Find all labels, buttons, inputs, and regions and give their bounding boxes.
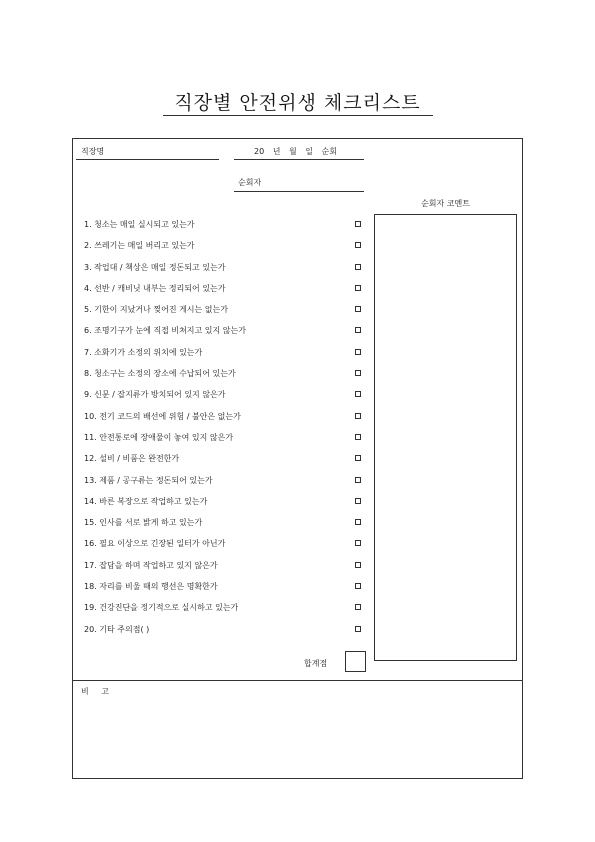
workplace-label: 직장명 (81, 147, 105, 156)
checklist-item-label: 10. 전기 코드의 배선에 위험 / 불안은 없는가 (84, 411, 241, 421)
checklist-item-checkbox[interactable] (355, 477, 361, 483)
checklist-item-checkbox[interactable] (355, 242, 361, 248)
checklist-item-label: 9. 신문 / 잡지류가 방치되어 있지 않은가 (84, 390, 226, 400)
page-title: 직장별 안전위생 체크리스트 (174, 92, 421, 114)
checklist-item (84, 495, 369, 516)
checklist-item-label: 20. 기타 주의점( ) (84, 624, 150, 634)
checklist-item (84, 537, 369, 558)
checklist-item (84, 303, 369, 324)
checklist-item-checkbox[interactable] (355, 349, 361, 355)
checklist-item-checkbox[interactable] (355, 562, 361, 568)
checklist-item-checkbox[interactable] (355, 455, 361, 461)
checklist-item (84, 516, 369, 537)
checklist-item-label: 11. 안전통로에 장애물이 놓여 있지 않은가 (84, 432, 234, 442)
checklist-item-label: 13. 제품 / 공구류는 정돈되어 있는가 (84, 475, 213, 485)
checklist-item-checkbox[interactable] (355, 370, 361, 376)
checklist-item-label: 3. 작업대 / 책상은 매일 정돈되고 있는가 (84, 262, 226, 272)
checklist-item (84, 346, 369, 367)
checklist-item (84, 367, 369, 388)
checklist-item (84, 601, 369, 622)
checklist-item-label: 12. 설비 / 비품은 완전한가 (84, 454, 180, 464)
checklist-item-label: 14. 바른 복장으로 작업하고 있는가 (84, 496, 208, 506)
checklist-item-checkbox[interactable] (355, 306, 361, 312)
checklist-item-checkbox[interactable] (355, 626, 361, 632)
checklist-item (84, 623, 369, 644)
checklist-item (84, 388, 369, 409)
checklist-item (84, 431, 369, 452)
checklist-item-checkbox[interactable] (355, 604, 361, 610)
checklist-item-checkbox[interactable] (355, 583, 361, 589)
checklist-item-checkbox[interactable] (355, 221, 361, 227)
checklist-item-label: 8. 청소구는 소정의 장소에 수납되어 있는가 (84, 369, 236, 379)
checklist-item (84, 452, 369, 473)
checklist-item-checkbox[interactable] (355, 264, 361, 270)
checklist-item-label: 17. 잡담을 하며 작업하고 있지 않은가 (84, 560, 218, 570)
checklist-item-label: 15. 인사를 서로 밝게 하고 있는가 (84, 518, 203, 528)
checklist-item (84, 324, 369, 345)
total-score-box[interactable] (345, 651, 366, 672)
checklist-item (84, 559, 369, 580)
checklist-item-label: 6. 조명기구가 눈에 직접 비쳐지고 있지 않는가 (84, 326, 246, 336)
checklist-item-label: 18. 자리를 비울 때의 행선은 명확한가 (84, 582, 218, 592)
checklist-item-label: 16. 필요 이상으로 긴장된 일터가 아닌가 (84, 539, 226, 549)
total-score-label: 합계점 (304, 659, 328, 668)
checklist-item (84, 580, 369, 601)
checklist-item-checkbox[interactable] (355, 540, 361, 546)
inspector-comment-box[interactable] (374, 214, 517, 661)
workplace-name-field[interactable] (76, 159, 219, 160)
checklist-item-checkbox[interactable] (355, 391, 361, 397)
checklist-item-label: 5. 기한이 지났거나 찢어진 게시는 없는가 (84, 305, 228, 315)
inspection-date-field[interactable] (234, 159, 364, 160)
checklist-item-checkbox[interactable] (355, 519, 361, 525)
inspection-date-label: 20 년 월 일 순회 (254, 147, 337, 156)
checklist-item (84, 474, 369, 495)
checklist-item (84, 218, 369, 239)
inspector-label: 순회자 (238, 178, 262, 187)
checklist-item (84, 239, 369, 260)
checklist-item-label: 19. 건강진단을 정기적으로 실시하고 있는가 (84, 603, 239, 613)
checklist-item-label: 4. 선반 / 캐비닛 내부는 정리되어 있는가 (84, 283, 226, 293)
checklist-item-label: 1. 청소는 매일 실시되고 있는가 (84, 220, 195, 229)
inspector-name-field[interactable] (234, 191, 364, 192)
inspector-comment-label: 순회자 코멘트 (421, 199, 470, 208)
checklist-item-checkbox[interactable] (355, 327, 361, 333)
checklist (84, 218, 369, 644)
checklist-item (84, 410, 369, 431)
checklist-item-checkbox[interactable] (355, 498, 361, 504)
checklist-item-checkbox[interactable] (355, 285, 361, 291)
checklist-item-label: 7. 소화기가 소정의 위치에 있는가 (84, 347, 203, 357)
checklist-item-checkbox[interactable] (355, 413, 361, 419)
remarks-label: 비 고 (81, 687, 109, 696)
checklist-item (84, 261, 369, 282)
remarks-divider (72, 680, 523, 681)
checklist-item (84, 282, 369, 303)
checklist-item-checkbox[interactable] (355, 434, 361, 440)
title-underline (163, 115, 433, 116)
checklist-item-label: 2. 쓰레기는 매일 버리고 있는가 (84, 241, 195, 251)
